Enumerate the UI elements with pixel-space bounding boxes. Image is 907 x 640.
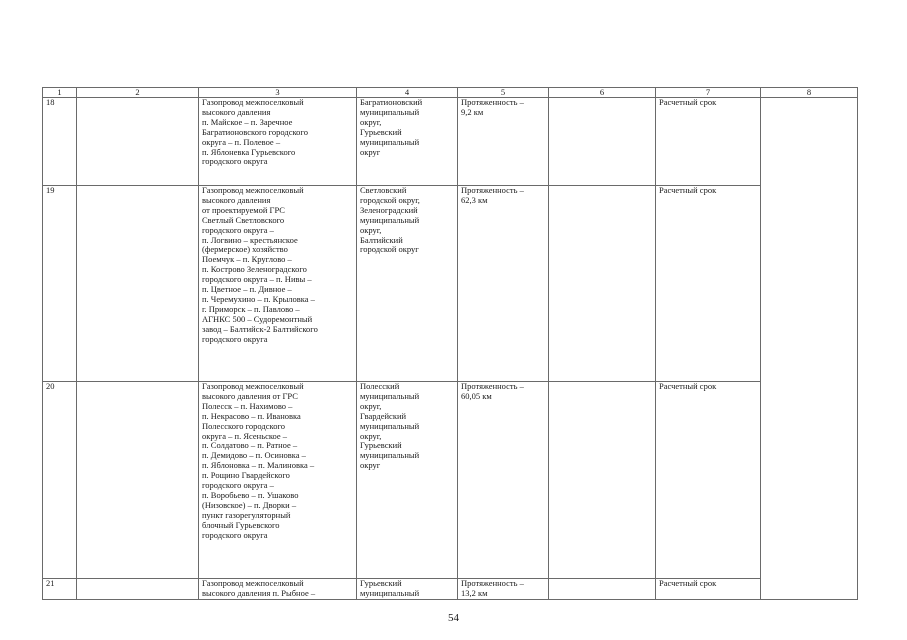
cell-col6 bbox=[549, 382, 656, 579]
row-number: 20 bbox=[43, 382, 77, 579]
object-name-cell: Газопровод межпоселковый высокого давления от проектируемой ГРС Светлый Светловского городского округа – п. Логвино – крестьянское (фермерское) хозяйство Поемчук – п. Круглово – п. Кострово Зеленоградского городского округа – п. Нивы – п. Цветное – п. Дивное – п. Черемухино – п. Крыловка – г. Приморск – п. Павлово – АГНКС 500 – Судоремонтный завод – Балтийск-2 Балтийского городского округа bbox=[199, 186, 357, 382]
characteristics-cell: Протяженность – 13,2 км bbox=[458, 579, 549, 600]
column-header: 7 bbox=[656, 88, 761, 98]
column-header: 3 bbox=[199, 88, 357, 98]
infrastructure-table bbox=[42, 87, 858, 600]
deadline-cell: Расчетный срок bbox=[656, 186, 761, 382]
characteristics-cell: Протяженность – 60,05 км bbox=[458, 382, 549, 579]
column-header: 2 bbox=[77, 88, 199, 98]
location-cell: Полесский муниципальный округ, Гвардейский муниципальный округ, Гурьевский муниципальный округ bbox=[357, 382, 458, 579]
object-name-cell: Газопровод межпоселковый высокого давления от ГРС Полесск – п. Нахимово – п. Некрасово – п. Ивановка Полесского городского округа – п. Ясеньское – п. Солдатово – п. Ратное – п. Демидово – п. Осиновка – п. Яблоновка – п. Малиновка – п. Рощино Гвардейского городского округа – п. Воробьево – п. Ушаково (Низовское) – п. Дворки – пункт газорегуляторный блочный Гурьевского городского округа bbox=[199, 382, 357, 579]
cell-col2 bbox=[77, 98, 199, 186]
object-name-cell: Газопровод межпоселковый высокого давления п. Рыбное – bbox=[199, 579, 357, 600]
table-row bbox=[43, 579, 858, 600]
deadline-cell: Расчетный срок bbox=[656, 98, 761, 186]
column-header: 1 bbox=[43, 88, 77, 98]
characteristics-cell: Протяженность – 62,3 км bbox=[458, 186, 549, 382]
cell-col2 bbox=[77, 186, 199, 382]
column-header: 8 bbox=[761, 88, 858, 98]
column-header: 4 bbox=[357, 88, 458, 98]
cell-col6 bbox=[549, 98, 656, 186]
table-header-row bbox=[43, 88, 858, 98]
characteristics-cell: Протяженность – 9,2 км bbox=[458, 98, 549, 186]
table-row bbox=[43, 98, 858, 186]
row-number: 21 bbox=[43, 579, 77, 600]
row-number: 19 bbox=[43, 186, 77, 382]
location-cell: Светловский городской округ, Зеленоградский муниципальный округ, Балтийский городской округ bbox=[357, 186, 458, 382]
cell-col6 bbox=[549, 579, 656, 600]
column-header: 6 bbox=[549, 88, 656, 98]
cell-col2 bbox=[77, 579, 199, 600]
column-header: 5 bbox=[458, 88, 549, 98]
cell-col8 bbox=[761, 98, 858, 600]
cell-col6 bbox=[549, 186, 656, 382]
object-name-cell: Газопровод межпоселковый высокого давления п. Майское – п. Заречное Багратионовского городского округа – п. Полевое – п. Яблоневка Гурьевского городского округа bbox=[199, 98, 357, 186]
table-row bbox=[43, 186, 858, 382]
deadline-cell: Расчетный срок bbox=[656, 579, 761, 600]
page-number: 54 bbox=[448, 612, 459, 624]
table-row bbox=[43, 382, 858, 579]
deadline-cell: Расчетный срок bbox=[656, 382, 761, 579]
cell-col2 bbox=[77, 382, 199, 579]
location-cell: Гурьевский муниципальный bbox=[357, 579, 458, 600]
location-cell: Багратионовский муниципальный округ, Гурьевский муниципальный округ bbox=[357, 98, 458, 186]
row-number: 18 bbox=[43, 98, 77, 186]
